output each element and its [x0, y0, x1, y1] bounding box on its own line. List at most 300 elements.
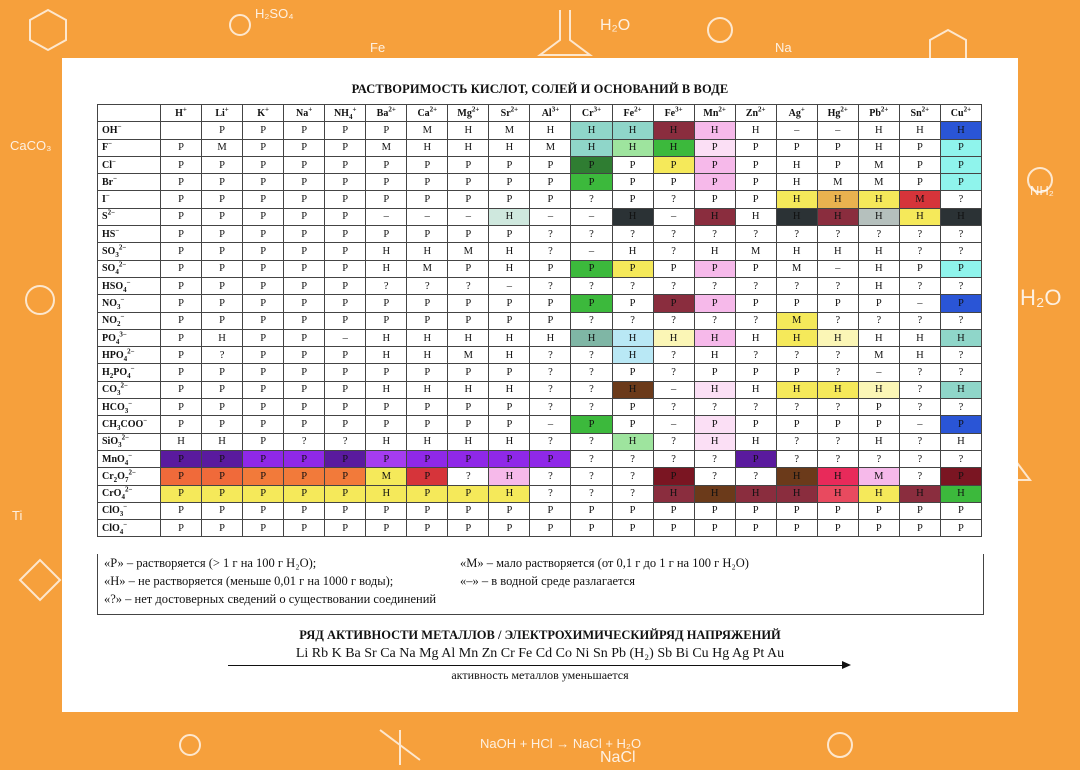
cation-header — [530, 105, 571, 122]
solubility-cell: Р — [202, 468, 243, 485]
solubility-cell: Р — [899, 139, 940, 156]
solubility-cell: Р — [407, 450, 448, 467]
solubility-cell: Н — [489, 243, 530, 260]
solubility-cell: Н — [776, 243, 817, 260]
solubility-cell: Р — [325, 295, 366, 312]
solubility-cell: Р — [284, 329, 325, 346]
solubility-cell: ? — [653, 191, 694, 208]
solubility-cell: Н — [448, 381, 489, 398]
table-row — [98, 139, 982, 156]
table-row — [98, 277, 982, 294]
cation-header — [325, 105, 366, 122]
anion-label — [98, 191, 161, 208]
solubility-cell: ? — [653, 433, 694, 450]
anion-charge: − — [113, 174, 118, 183]
solubility-cell: Р — [161, 139, 202, 156]
solubility-cell: – — [530, 208, 571, 225]
anion-symbol: MnO — [102, 453, 125, 465]
solubility-cell: М — [202, 139, 243, 156]
solubility-cell: Р — [612, 260, 653, 277]
solubility-cell: Р — [325, 450, 366, 467]
solubility-cell: Р — [407, 174, 448, 191]
solubility-cell: Р — [694, 139, 735, 156]
solubility-cell: Р — [448, 416, 489, 433]
solubility-cell: ? — [530, 381, 571, 398]
solubility-cell: Н — [612, 243, 653, 260]
solubility-cell: – — [530, 416, 571, 433]
solubility-cell: Р — [161, 226, 202, 243]
solubility-cell: Н — [858, 208, 899, 225]
anion-charge: − — [120, 295, 125, 304]
cation-symbol: Mg — [457, 107, 472, 119]
solubility-cell: ? — [940, 450, 981, 467]
solubility-cell: ? — [530, 468, 571, 485]
solubility-cell: Р — [571, 174, 612, 191]
solubility-cell: Н — [858, 191, 899, 208]
solubility-cell: М — [448, 347, 489, 364]
anion-symbol: Cl — [102, 159, 112, 171]
solubility-cell: ? — [735, 277, 776, 294]
cation-symbol: H — [175, 107, 183, 119]
page-title: РАСТВОРИМОСТЬ КИСЛОТ, СОЛЕЙ И ОСНОВАНИЙ В ВОДЕ — [351, 82, 729, 96]
solubility-cell: Р — [243, 399, 284, 416]
solubility-cell: Р — [284, 347, 325, 364]
solubility-cell: Н — [899, 347, 940, 364]
solubility-cell: ? — [530, 243, 571, 260]
solubility-cell: ? — [776, 277, 817, 294]
solubility-cell: – — [817, 122, 858, 139]
solubility-cell: Р — [325, 381, 366, 398]
solubility-cell: Н — [612, 381, 653, 398]
solubility-cell: Н — [612, 433, 653, 450]
solubility-cell: ? — [899, 277, 940, 294]
anion-subscript: 2 — [117, 320, 121, 329]
anion-charge: − — [143, 416, 148, 425]
solubility-cell: ? — [530, 433, 571, 450]
solubility-cell: Р — [817, 156, 858, 173]
solubility-cell: Р — [817, 502, 858, 519]
solubility-cell: ? — [530, 399, 571, 416]
anion-charge: − — [115, 226, 120, 235]
solubility-cell: М — [448, 243, 489, 260]
solubility-cell: Р — [489, 191, 530, 208]
solubility-cell: Р — [448, 174, 489, 191]
solubility-cell: Р — [694, 295, 735, 312]
table-row — [98, 347, 982, 364]
solubility-cell: Н — [489, 347, 530, 364]
anion-charge: − — [112, 157, 116, 166]
solubility-cell: Р — [161, 329, 202, 346]
anion-subscript: 4 — [123, 354, 128, 363]
solubility-cell: ? — [899, 364, 940, 381]
solubility-cell: ? — [899, 312, 940, 329]
solubility-cell: ? — [817, 450, 858, 467]
legend — [97, 554, 984, 615]
solubility-cell: Р — [858, 399, 899, 416]
solubility-cell: Р — [735, 364, 776, 381]
solubility-cell: Р — [325, 122, 366, 139]
legend-insoluble: «Н» – не растворяется (меньше 0,01 г на 1000 г воды); — [104, 574, 394, 588]
anion-label — [98, 295, 161, 312]
cation-header — [161, 105, 202, 122]
solubility-cell: Н — [612, 122, 653, 139]
solubility-cell: Р — [161, 208, 202, 225]
solubility-cell: Р — [530, 520, 571, 537]
solubility-cell: Р — [325, 364, 366, 381]
anion-subscript: 3 — [117, 389, 121, 398]
solubility-cell: Р — [489, 312, 530, 329]
cation-charge: 2+ — [963, 105, 972, 114]
anion-label — [98, 485, 161, 502]
table-row — [98, 174, 982, 191]
solubility-cell: ? — [653, 226, 694, 243]
solubility-cell: Р — [407, 226, 448, 243]
solubility-cell: Р — [448, 156, 489, 173]
solubility-cell: Н — [776, 208, 817, 225]
solubility-cell: Р — [202, 122, 243, 139]
solubility-cell: ? — [284, 433, 325, 450]
solubility-cell: Р — [448, 312, 489, 329]
solubility-cell: Р — [325, 260, 366, 277]
solubility-cell: Р — [448, 364, 489, 381]
anion-label — [98, 347, 161, 364]
solubility-cell: Р — [284, 416, 325, 433]
solubility-cell: ? — [817, 433, 858, 450]
solubility-cell: ? — [530, 347, 571, 364]
cation-subscript: 4 — [348, 112, 353, 121]
solubility-cell: ? — [571, 191, 612, 208]
solubility-cell: Н — [735, 208, 776, 225]
solubility-cell: Р — [407, 312, 448, 329]
solubility-cell: Н — [161, 433, 202, 450]
solubility-cell: Р — [612, 156, 653, 173]
solubility-cell: Н — [612, 329, 653, 346]
solubility-cell: Р — [653, 260, 694, 277]
cation-charge: 2+ — [471, 105, 480, 114]
anion-label — [98, 122, 161, 139]
solubility-cell: Р — [243, 174, 284, 191]
solubility-cell: Р — [243, 312, 284, 329]
solubility-cell: Н — [530, 329, 571, 346]
cation-header — [612, 105, 653, 122]
anion-label — [98, 139, 161, 156]
solubility-cell: Р — [530, 260, 571, 277]
solubility-cell: ? — [653, 243, 694, 260]
table-row — [98, 122, 982, 139]
solubility-cell: Р — [366, 399, 407, 416]
solubility-cell: ? — [530, 277, 571, 294]
anion-symbol-part2: O — [117, 470, 125, 482]
solubility-cell: Р — [776, 416, 817, 433]
solubility-cell: Р — [161, 243, 202, 260]
solubility-card — [62, 58, 1018, 712]
solubility-cell: Р — [366, 312, 407, 329]
cation-charge: 2+ — [634, 105, 642, 114]
solubility-cell: ? — [858, 312, 899, 329]
cation-header — [940, 105, 981, 122]
solubility-cell: Р — [243, 208, 284, 225]
solubility-cell: Н — [407, 347, 448, 364]
solubility-cell: Р — [202, 243, 243, 260]
anion-charge: 2− — [118, 243, 127, 252]
solubility-cell: Р — [325, 208, 366, 225]
solubility-cell: Р — [899, 502, 940, 519]
anion-subscript: 4 — [124, 458, 129, 467]
solubility-cell: Р — [735, 174, 776, 191]
solubility-cell: ? — [530, 364, 571, 381]
solubility-cell: М — [366, 468, 407, 485]
solubility-cell: ? — [571, 450, 612, 467]
anion-charge: − — [120, 312, 125, 321]
solubility-cell: Р — [571, 156, 612, 173]
cation-header — [366, 105, 407, 122]
anion-label — [98, 277, 161, 294]
solubility-cell: Р — [776, 139, 817, 156]
solubility-cell: – — [817, 260, 858, 277]
solubility-cell: Н — [817, 329, 858, 346]
anion-charge: 2− — [127, 347, 135, 356]
solubility-cell: Р — [161, 485, 202, 502]
solubility-cell: Р — [817, 416, 858, 433]
solubility-cell: Н — [612, 208, 653, 225]
solubility-cell: М — [899, 191, 940, 208]
solubility-cell: Н — [489, 139, 530, 156]
solubility-cell: Р — [202, 295, 243, 312]
solubility-cell: Р — [899, 174, 940, 191]
solubility-cell: Р — [940, 139, 981, 156]
solubility-cell: Н — [817, 485, 858, 502]
cation-symbol: Cr — [581, 107, 594, 119]
solubility-cell: Р — [284, 399, 325, 416]
solubility-cell: Н — [530, 122, 571, 139]
solubility-table — [97, 104, 982, 537]
anion-label — [98, 243, 161, 260]
solubility-cell: Н — [653, 122, 694, 139]
anion-symbol: HSO — [102, 280, 124, 292]
solubility-cell: ? — [940, 277, 981, 294]
solubility-cell: – — [448, 208, 489, 225]
solubility-cell: Р — [243, 260, 284, 277]
cation-header — [284, 105, 325, 122]
solubility-cell: ? — [325, 433, 366, 450]
solubility-cell: ? — [571, 226, 612, 243]
solubility-cell: Р — [407, 156, 448, 173]
solubility-cell: Р — [448, 191, 489, 208]
solubility-cell: Р — [940, 502, 981, 519]
anion-label — [98, 450, 161, 467]
cation-symbol: NH — [333, 107, 349, 119]
solubility-cell: Р — [448, 226, 489, 243]
solubility-cell: ? — [899, 450, 940, 467]
solubility-cell: Р — [161, 399, 202, 416]
cation-charge: 2+ — [388, 105, 396, 114]
anion-charge: 2− — [120, 382, 128, 391]
solubility-cell: Н — [653, 485, 694, 502]
solubility-cell: Р — [694, 520, 735, 537]
solubility-cell: – — [407, 208, 448, 225]
solubility-cell: Р — [489, 416, 530, 433]
solubility-cell: Р — [694, 174, 735, 191]
solubility-cell: Р — [243, 502, 284, 519]
solubility-cell: Р — [899, 260, 940, 277]
solubility-cell: Р — [366, 122, 407, 139]
anion-label — [98, 520, 161, 537]
solubility-cell: Р — [366, 191, 407, 208]
solubility-cell: Н — [366, 243, 407, 260]
solubility-cell: ? — [448, 277, 489, 294]
solubility-cell: Р — [202, 485, 243, 502]
table-row — [98, 156, 982, 173]
solubility-cell: Н — [735, 485, 776, 502]
solubility-cell: – — [571, 243, 612, 260]
solubility-cell: Р — [489, 364, 530, 381]
solubility-cell: ? — [366, 277, 407, 294]
solubility-cell: Р — [940, 520, 981, 537]
legend-soluble: «Р» – растворяется (> 1 г на 100 г H₂O); — [104, 556, 317, 570]
solubility-cell: Р — [653, 295, 694, 312]
solubility-cell: Р — [735, 502, 776, 519]
solubility-cell: Р — [202, 502, 243, 519]
solubility-cell: Н — [571, 329, 612, 346]
cation-symbol: Mn — [703, 107, 719, 119]
solubility-cell: Р — [161, 450, 202, 467]
table-row — [98, 468, 982, 485]
solubility-cell: ? — [571, 433, 612, 450]
anion-symbol: CrO — [102, 488, 122, 500]
solubility-cell: Р — [366, 520, 407, 537]
solubility-cell: Р — [735, 450, 776, 467]
anion-subscript: 4 — [115, 337, 120, 346]
solubility-cell: Р — [202, 381, 243, 398]
solubility-cell: Н — [899, 485, 940, 502]
solubility-cell: Р — [407, 295, 448, 312]
solubility-cell: Р — [161, 364, 202, 381]
table-row — [98, 191, 982, 208]
anion-charge: 2− — [121, 433, 130, 442]
table-row — [98, 433, 982, 450]
solubility-cell: Р — [817, 139, 858, 156]
cation-charge: 3+ — [551, 105, 560, 114]
solubility-cell: Н — [776, 381, 817, 398]
cation-symbol: Fe — [623, 107, 635, 119]
anion-symbol: HPO — [102, 349, 124, 361]
solubility-cell: Р — [448, 520, 489, 537]
cation-charge: 2+ — [880, 105, 889, 114]
table-row — [98, 364, 982, 381]
solubility-cell: ? — [817, 399, 858, 416]
anion-symbol: SO — [102, 246, 116, 258]
solubility-cell: М — [776, 260, 817, 277]
solubility-cell: Н — [202, 433, 243, 450]
solubility-cell: Р — [161, 156, 202, 173]
solubility-cell: ? — [653, 399, 694, 416]
cation-header — [899, 105, 940, 122]
solubility-cell: М — [858, 347, 899, 364]
solubility-cell: ? — [202, 347, 243, 364]
solubility-cell: ? — [530, 226, 571, 243]
solubility-cell: Н — [858, 139, 899, 156]
solubility-cell: Р — [325, 485, 366, 502]
cation-header — [735, 105, 776, 122]
solubility-cell: ? — [899, 243, 940, 260]
solubility-cell: ? — [571, 312, 612, 329]
bg-formula-nh2: NH₂ — [1030, 183, 1054, 198]
solubility-cell: Н — [489, 485, 530, 502]
solubility-cell: Р — [489, 399, 530, 416]
anion-subscript: 4 — [123, 285, 127, 294]
solubility-cell: Р — [202, 364, 243, 381]
cation-symbol: Al — [541, 107, 552, 119]
anion-charge: 2− — [107, 209, 116, 218]
cation-header — [694, 105, 735, 122]
solubility-cell: М — [858, 156, 899, 173]
anion-symbol-part2: PO — [113, 367, 128, 379]
anion-symbol-part2: COO — [120, 418, 144, 430]
solubility-cell: Р — [653, 502, 694, 519]
cation-charge: 2+ — [921, 105, 930, 114]
solubility-cell: М — [407, 122, 448, 139]
solubility-cell: Н — [407, 139, 448, 156]
solubility-cell: Р — [161, 347, 202, 364]
anion-subscript: 4 — [119, 527, 124, 536]
solubility-cell: ? — [940, 226, 981, 243]
solubility-cell: Н — [776, 485, 817, 502]
solubility-cell: Р — [284, 485, 325, 502]
solubility-cell: Н — [571, 122, 612, 139]
solubility-cell: Н — [735, 329, 776, 346]
solubility-cell: Н — [694, 433, 735, 450]
solubility-cell: Р — [407, 502, 448, 519]
solubility-cell: Р — [612, 399, 653, 416]
solubility-cell: Р — [612, 191, 653, 208]
solubility-cell: Р — [284, 156, 325, 173]
solubility-cell: ? — [899, 433, 940, 450]
solubility-cell: ? — [653, 277, 694, 294]
table-row — [98, 450, 982, 467]
solubility-cell: Р — [694, 156, 735, 173]
solubility-cell: Р — [940, 260, 981, 277]
solubility-cell: ? — [694, 277, 735, 294]
solubility-cell: Н — [366, 260, 407, 277]
solubility-cell: Н — [776, 156, 817, 173]
solubility-cell: Р — [940, 174, 981, 191]
solubility-cell: Р — [284, 122, 325, 139]
solubility-cell: ? — [858, 226, 899, 243]
solubility-cell: Р — [161, 191, 202, 208]
bg-formula-h2o-top: H₂O — [600, 17, 631, 34]
solubility-cell: ? — [735, 399, 776, 416]
solubility-cell: Н — [612, 139, 653, 156]
anion-charge: − — [130, 364, 135, 373]
table-row — [98, 312, 982, 329]
solubility-cell: – — [571, 208, 612, 225]
solubility-cell: Р — [325, 312, 366, 329]
solubility-cell: Р — [366, 416, 407, 433]
solubility-cell: Н — [653, 329, 694, 346]
solubility-cell: Р — [489, 450, 530, 467]
cation-symbol: Fe — [664, 107, 676, 119]
solubility-cell: Н — [858, 277, 899, 294]
anion-label — [98, 364, 161, 381]
solubility-cell: Р — [243, 226, 284, 243]
solubility-cell: Р — [407, 520, 448, 537]
cation-header — [202, 105, 243, 122]
solubility-cell: Н — [407, 381, 448, 398]
solubility-cell: ? — [694, 450, 735, 467]
solubility-cell: Р — [325, 347, 366, 364]
solubility-cell: Р — [571, 260, 612, 277]
solubility-cell: Р — [530, 191, 571, 208]
